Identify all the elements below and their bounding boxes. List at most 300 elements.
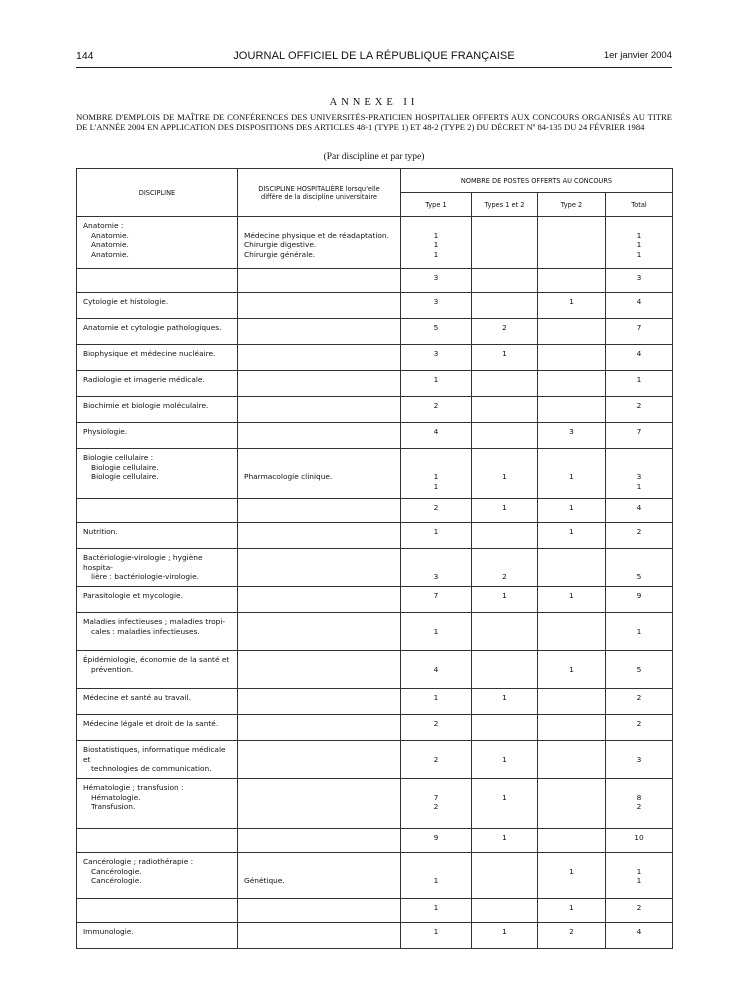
cell-line: Anatomie et cytologie pathologiques.	[83, 323, 222, 332]
cell-line: 10	[634, 833, 644, 842]
cell-type12	[472, 217, 538, 269]
cell-hospital-discipline	[238, 449, 401, 499]
cell-total	[606, 449, 673, 499]
cell-line	[407, 553, 465, 563]
cell-total	[606, 779, 673, 829]
cell-type1	[401, 499, 472, 523]
cell-type2	[538, 449, 606, 499]
cell-line: 1	[636, 230, 642, 240]
cell-total	[606, 829, 673, 853]
cell-discipline	[77, 397, 238, 423]
column-header-type12: Types 1 et 2	[472, 193, 538, 217]
cell-line: 2	[636, 401, 642, 410]
cell-line	[478, 563, 531, 573]
cell-line: 2	[636, 802, 642, 812]
cell-total	[606, 423, 673, 449]
cell-line	[478, 783, 531, 793]
cell-type2	[538, 829, 606, 853]
table-row	[77, 423, 673, 449]
cell-line: 1	[433, 876, 439, 886]
cell-line: 3	[569, 427, 574, 436]
cell-hospital-discipline	[238, 319, 401, 345]
cell-type2	[538, 715, 606, 741]
cell-line: Physiologie.	[83, 427, 128, 436]
cell-line: 1	[433, 375, 439, 384]
cell-line	[244, 221, 394, 231]
cell-line: 1	[502, 591, 507, 600]
cell-line: 7	[433, 792, 439, 802]
cell-type12	[472, 587, 538, 613]
cell-type1	[401, 853, 472, 899]
cell-line	[244, 867, 394, 877]
cell-line: prévention.	[91, 664, 134, 674]
document-subheading: (Par discipline et par type)	[323, 152, 425, 162]
cell-hospital-discipline	[238, 549, 401, 587]
cell-line: Médecine légale et droit de la santé.	[83, 719, 219, 728]
column-header-type2: Type 2	[538, 193, 606, 217]
cell-type2	[538, 741, 606, 779]
page-header	[76, 50, 672, 68]
cell-type2	[538, 689, 606, 715]
cell-discipline	[77, 293, 238, 319]
cell-type2	[538, 217, 606, 269]
cell-type1	[401, 523, 472, 549]
cell-line	[612, 617, 666, 627]
cell-line	[478, 745, 531, 755]
cell-line	[407, 745, 465, 755]
column-header-type1: Type 1	[401, 193, 472, 217]
table-row	[77, 345, 673, 371]
cell-line: 1	[636, 876, 642, 886]
cell-type2	[538, 269, 606, 293]
cell-hospital-discipline	[238, 371, 401, 397]
cell-discipline	[77, 587, 238, 613]
cell-type2	[538, 549, 606, 587]
cell-line	[407, 655, 465, 665]
cell-discipline	[77, 779, 238, 829]
cell-type12	[472, 449, 538, 499]
cell-hospital-discipline	[238, 829, 401, 853]
cell-line: 1	[502, 349, 507, 358]
cell-line: 3	[433, 297, 439, 306]
cell-line: 1	[502, 754, 507, 764]
cell-line: 2	[636, 527, 642, 536]
table-row	[77, 689, 673, 715]
cell-line	[478, 463, 531, 473]
cell-line: Anatomie :	[83, 221, 124, 230]
cell-line: 5	[433, 323, 439, 332]
cell-line	[407, 563, 465, 573]
cell-hospital-discipline	[238, 587, 401, 613]
cell-type12	[472, 899, 538, 923]
cell-line	[544, 453, 599, 463]
cell-discipline	[77, 523, 238, 549]
cell-type1	[401, 345, 472, 371]
cell-line: Biologie cellulaire.	[91, 472, 159, 482]
cell-type12	[472, 319, 538, 345]
cell-type2	[538, 613, 606, 651]
cell-type12	[472, 829, 538, 853]
cell-line	[407, 857, 465, 867]
cell-line: 7	[636, 323, 642, 332]
cell-line: 1	[636, 866, 642, 876]
cell-line: 1	[433, 240, 439, 250]
cell-line	[407, 783, 465, 793]
cell-discipline	[77, 689, 238, 715]
cell-line: Cancérologie.	[91, 866, 142, 876]
cell-type2	[538, 923, 606, 949]
cell-type12	[472, 371, 538, 397]
cell-line: 2	[433, 503, 439, 512]
cell-type1	[401, 397, 472, 423]
cell-type12	[472, 397, 538, 423]
cell-line: 3	[433, 273, 439, 282]
cell-line: Immunologie.	[83, 927, 134, 936]
column-header-total: Total	[606, 193, 673, 217]
cell-discipline	[77, 549, 238, 587]
cell-hospital-discipline	[238, 899, 401, 923]
column-header-group: NOMBRE DE POSTES OFFERTS AU CONCOURS	[401, 169, 673, 193]
table-row	[77, 923, 673, 949]
cell-hospital-discipline	[238, 651, 401, 689]
cell-type1	[401, 829, 472, 853]
cell-line: Nutrition.	[83, 527, 118, 536]
cell-line: 3	[433, 572, 439, 582]
table-row	[77, 397, 673, 423]
cell-hospital-discipline	[238, 779, 401, 829]
cell-line: Cancérologie.	[91, 876, 142, 886]
cell-line: Chirurgie digestive.	[244, 240, 317, 250]
table-row	[77, 899, 673, 923]
cell-discipline	[77, 741, 238, 779]
cell-type12	[472, 779, 538, 829]
cell-line	[544, 463, 599, 473]
issue-date: 1er janvier 2004	[603, 50, 672, 61]
cell-line: 2	[502, 572, 507, 582]
cell-line: 2	[502, 323, 507, 332]
cell-line: Épidémiologie, économie de la santé et	[83, 655, 230, 664]
cell-discipline	[77, 345, 238, 371]
cell-line: 2	[569, 927, 574, 936]
cell-line	[407, 221, 465, 231]
page-number: 144	[76, 50, 94, 62]
cell-line: Biostatistiques, informatique médicale et	[83, 745, 226, 764]
cell-line: 2	[636, 719, 642, 728]
cell-type12	[472, 715, 538, 741]
table-row	[77, 293, 673, 319]
header-rule	[76, 67, 672, 68]
cell-discipline	[77, 923, 238, 949]
cell-line: 1	[569, 472, 574, 482]
cell-line: 1	[433, 472, 439, 482]
cell-line: 2	[433, 719, 439, 728]
cell-line: Transfusion.	[91, 802, 136, 812]
annexe-title: ANNEXE II	[329, 97, 419, 108]
cell-line: 2	[433, 754, 439, 764]
cell-line	[544, 655, 599, 665]
table-row	[77, 651, 673, 689]
table-row	[77, 269, 673, 293]
cell-type2	[538, 499, 606, 523]
cell-line	[407, 453, 465, 463]
cell-line	[244, 453, 394, 463]
cell-line: 1	[636, 240, 642, 250]
cell-line	[612, 745, 666, 755]
cell-total	[606, 689, 673, 715]
cell-total	[606, 613, 673, 651]
cell-total	[606, 371, 673, 397]
cell-line: 1	[502, 503, 507, 512]
cell-type12	[472, 499, 538, 523]
column-header-discipline: DISCIPLINE	[77, 169, 238, 217]
cell-line: 1	[502, 792, 507, 802]
table-row	[77, 741, 673, 779]
cell-type2	[538, 397, 606, 423]
cell-type1	[401, 423, 472, 449]
cell-type1	[401, 923, 472, 949]
cell-type2	[538, 345, 606, 371]
table-row	[77, 499, 673, 523]
cell-line: Hématologie ; transfusion :	[83, 783, 184, 792]
cell-line	[612, 553, 666, 563]
cell-type2	[538, 319, 606, 345]
cell-discipline	[77, 319, 238, 345]
cell-type12	[472, 651, 538, 689]
cell-line	[612, 463, 666, 473]
cell-line: 1	[502, 693, 507, 702]
cell-line: 4	[636, 349, 642, 358]
cell-line: 4	[636, 297, 642, 306]
cell-line: 1	[569, 503, 574, 512]
cell-line: Biologie cellulaire.	[91, 462, 159, 472]
cell-line: Cytologie et histologie.	[83, 297, 169, 306]
cell-hospital-discipline	[238, 853, 401, 899]
cell-line: Chirurgie générale.	[244, 249, 316, 259]
cell-line: 1	[569, 866, 574, 876]
cell-line	[478, 453, 531, 463]
cell-line: 1	[636, 375, 642, 384]
cell-hospital-discipline	[238, 923, 401, 949]
cell-hospital-discipline	[238, 523, 401, 549]
cell-discipline	[77, 449, 238, 499]
cell-line	[612, 221, 666, 231]
cell-type2	[538, 779, 606, 829]
cell-line	[244, 857, 394, 867]
cell-line: Anatomie.	[91, 249, 129, 259]
cell-line: 2	[433, 802, 439, 812]
cell-total	[606, 587, 673, 613]
cell-discipline	[77, 423, 238, 449]
cell-line: 7	[636, 427, 642, 436]
cell-line	[612, 655, 666, 665]
cell-type1	[401, 741, 472, 779]
cell-line: 1	[433, 230, 439, 240]
cell-type1	[401, 689, 472, 715]
cell-line	[612, 783, 666, 793]
cell-total	[606, 923, 673, 949]
cell-type12	[472, 689, 538, 715]
cell-discipline	[77, 371, 238, 397]
cell-total	[606, 651, 673, 689]
cell-hospital-discipline	[238, 397, 401, 423]
cell-line: Pharmacologie clinique.	[244, 472, 333, 482]
cell-line	[407, 463, 465, 473]
cell-line: Biochimie et biologie moléculaire.	[83, 401, 209, 410]
cell-total	[606, 715, 673, 741]
cell-type12	[472, 523, 538, 549]
cell-line: 4	[433, 664, 439, 674]
cell-type2	[538, 523, 606, 549]
cell-type1	[401, 449, 472, 499]
table-row	[77, 613, 673, 651]
table-row	[77, 217, 673, 269]
cell-line: 1	[569, 297, 574, 306]
cell-discipline	[77, 715, 238, 741]
cell-hospital-discipline	[238, 499, 401, 523]
cell-line: Radiologie et imagerie médicale.	[83, 375, 205, 384]
cell-line: 3	[433, 349, 439, 358]
cell-line	[407, 617, 465, 627]
cell-type12	[472, 293, 538, 319]
table-row	[77, 853, 673, 899]
cell-line: Biophysique et médecine nucléaire.	[83, 349, 216, 358]
cell-type1	[401, 613, 472, 651]
cell-type12	[472, 269, 538, 293]
cell-line: 1	[636, 481, 642, 491]
cell-line	[478, 553, 531, 563]
cell-hospital-discipline	[238, 217, 401, 269]
cell-line	[244, 463, 394, 473]
cell-line: 1	[433, 903, 439, 912]
cell-line: Anatomie.	[91, 240, 129, 250]
cell-line: 1	[636, 249, 642, 259]
cell-total	[606, 899, 673, 923]
cell-line: Maladies infectieuses ; maladies tropi-	[83, 617, 226, 626]
cell-line: 1	[502, 833, 507, 842]
cell-line: 1	[433, 249, 439, 259]
cell-discipline	[77, 853, 238, 899]
cell-total	[606, 549, 673, 587]
table-row	[77, 829, 673, 853]
table-row	[77, 779, 673, 829]
cell-total	[606, 293, 673, 319]
table-row	[77, 523, 673, 549]
cell-type2	[538, 423, 606, 449]
cell-line: 5	[636, 572, 642, 582]
cell-line: Bactériologie-virologie ; hygiène hospita-	[83, 553, 203, 572]
cell-hospital-discipline	[238, 423, 401, 449]
cell-discipline	[77, 499, 238, 523]
cell-line	[612, 453, 666, 463]
cell-line: Médecine et santé au travail.	[83, 693, 191, 702]
cell-type12	[472, 423, 538, 449]
cell-type1	[401, 293, 472, 319]
cell-line: Parasitologie et mycologie.	[83, 591, 183, 600]
cell-line: 3	[636, 472, 642, 482]
cell-line: 1	[502, 927, 507, 936]
cell-line: Génétique.	[244, 876, 285, 886]
cell-line: 3	[636, 273, 642, 282]
cell-type12	[472, 613, 538, 651]
cell-line: 2	[636, 903, 642, 912]
cell-line: cales : maladies infectieuses.	[91, 626, 200, 636]
cell-line: 1	[636, 626, 642, 636]
cell-discipline	[77, 899, 238, 923]
cell-type1	[401, 549, 472, 587]
cell-type12	[472, 345, 538, 371]
cell-total	[606, 741, 673, 779]
cell-line: technologies de communication.	[91, 764, 212, 774]
cell-type2	[538, 293, 606, 319]
cell-total	[606, 499, 673, 523]
cell-line: 1	[569, 903, 574, 912]
cell-line: Médecine physique et de réadaptation.	[244, 230, 389, 240]
cell-type12	[472, 741, 538, 779]
cell-line: Anatomie.	[91, 230, 129, 240]
cell-discipline	[77, 613, 238, 651]
cell-hospital-discipline	[238, 689, 401, 715]
table-row	[77, 549, 673, 587]
cell-line: 1	[433, 626, 439, 636]
cell-type2	[538, 587, 606, 613]
cell-line: 9	[433, 833, 439, 842]
cell-line: 5	[636, 664, 642, 674]
cell-type12	[472, 853, 538, 899]
cell-type2	[538, 899, 606, 923]
cell-hospital-discipline	[238, 269, 401, 293]
cell-line	[612, 563, 666, 573]
cell-hospital-discipline	[238, 293, 401, 319]
cell-discipline	[77, 651, 238, 689]
cell-hospital-discipline	[238, 741, 401, 779]
cell-line: Biologie cellulaire :	[83, 453, 154, 462]
cell-type12	[472, 549, 538, 587]
cell-total	[606, 523, 673, 549]
cell-total	[606, 217, 673, 269]
cell-line: 1	[433, 693, 439, 702]
cell-hospital-discipline	[238, 715, 401, 741]
cell-type1	[401, 269, 472, 293]
cell-type1	[401, 371, 472, 397]
cell-discipline	[77, 217, 238, 269]
cell-type1	[401, 715, 472, 741]
cell-type2	[538, 853, 606, 899]
cell-line: 8	[636, 792, 642, 802]
cell-total	[606, 853, 673, 899]
cell-total	[606, 397, 673, 423]
cell-total	[606, 345, 673, 371]
cell-type2	[538, 651, 606, 689]
table-body	[77, 217, 673, 949]
cell-line: Hématologie.	[91, 792, 141, 802]
column-header-hospital-discipline: DISCIPLINE HOSPITALIÈRE lorsqu'elle diffère de la discipline universitaire	[238, 169, 401, 217]
cell-line: 4	[433, 427, 439, 436]
cell-line: 4	[636, 503, 642, 512]
cell-line: 4	[636, 927, 642, 936]
cell-line	[544, 857, 599, 867]
cell-type1	[401, 651, 472, 689]
cell-line: 2	[636, 693, 642, 702]
cell-line: Cancérologie ; radiothérapie :	[83, 857, 194, 866]
cell-type1	[401, 217, 472, 269]
cell-line: lière : bactériologie-virologie.	[91, 572, 199, 582]
cell-discipline	[77, 829, 238, 853]
cell-type2	[538, 371, 606, 397]
cell-line: 1	[433, 481, 439, 491]
table-row	[77, 715, 673, 741]
cell-line: 3	[636, 754, 642, 764]
cell-type1	[401, 587, 472, 613]
